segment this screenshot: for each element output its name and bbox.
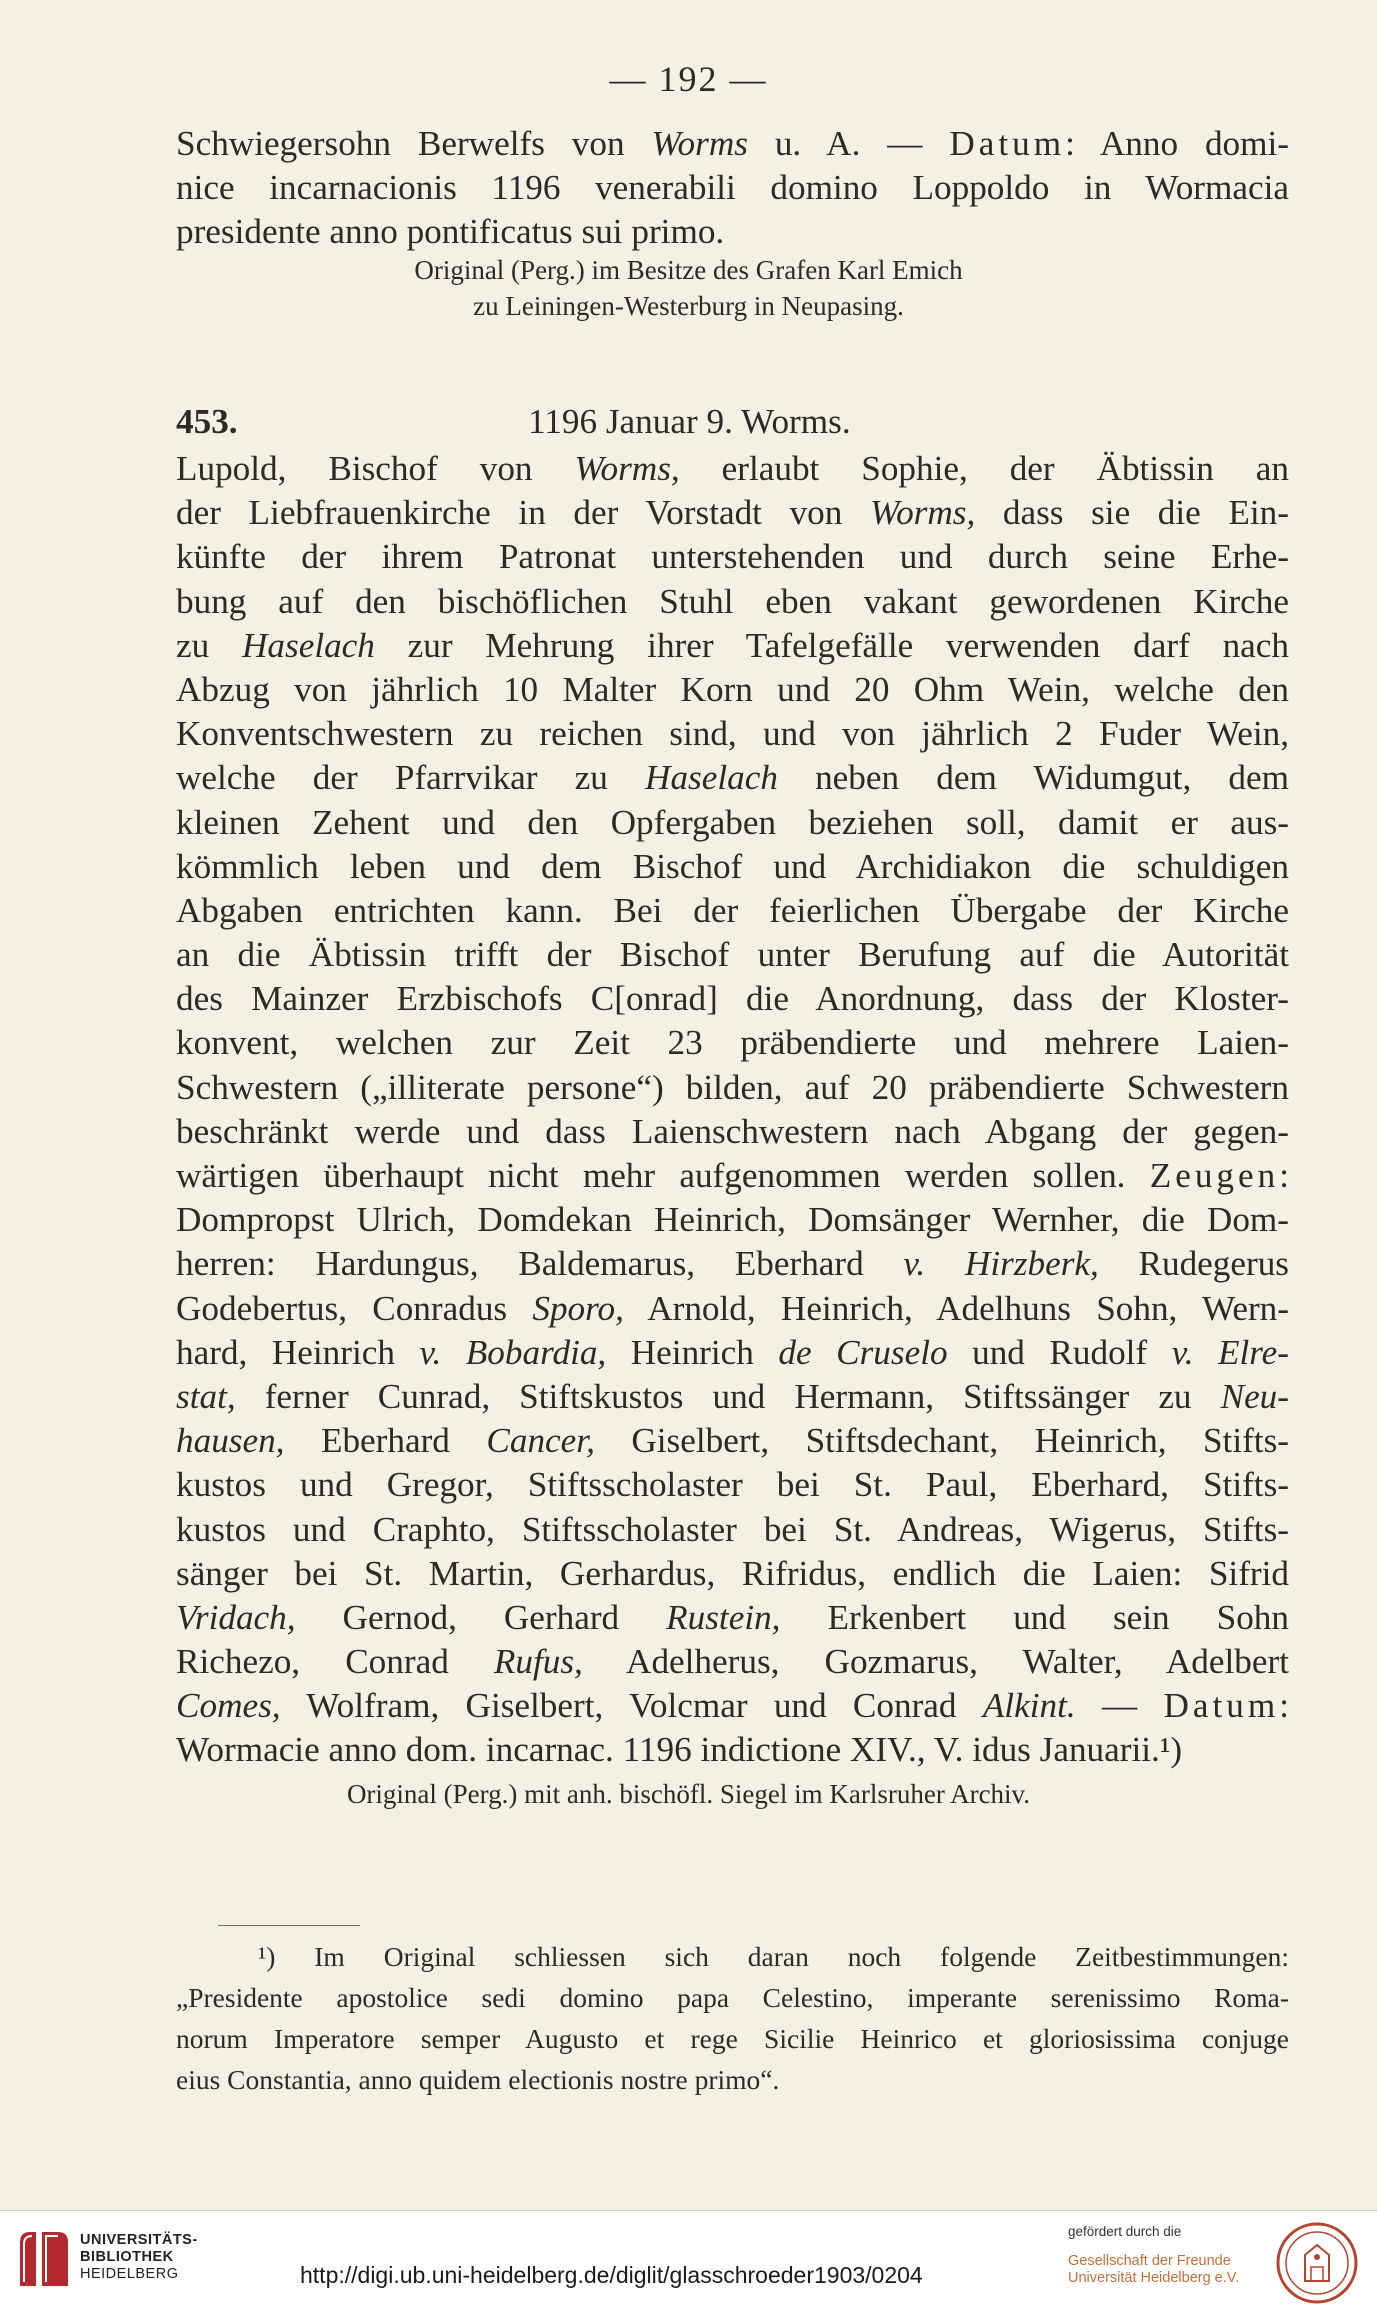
italic-place-name: v. Elre- <box>1171 1332 1290 1372</box>
text-run: welche der Pfarrvikar zu <box>176 758 646 798</box>
text-run: herren: Hardungus, Baldemarus, Eberhard <box>176 1244 904 1284</box>
text-run: kömmlich leben und dem Bischof und Archidiakon die schuldigen <box>176 846 1289 886</box>
text-run: neben dem Widumgut, dem <box>777 758 1289 798</box>
italic-place-name: Haselach <box>242 625 375 665</box>
text-run: Konventschwestern zu reichen sind, und von jährlich 2 Fuder Wein, <box>176 714 1289 754</box>
italic-place-name: Worms <box>651 124 748 163</box>
text-line <box>176 712 1289 756</box>
entry-number: 453. <box>176 402 238 441</box>
italic-place-name: Cancer, <box>486 1421 595 1461</box>
entry-body <box>176 447 1289 1773</box>
library-name-line: BIBLIOTHEK <box>80 2249 174 2265</box>
text-run: der Liebfrauenkirche in der Vorstadt von <box>176 493 870 533</box>
text-run: Godebertus, Conradus <box>176 1288 533 1328</box>
text-run: Rudegerus <box>1098 1244 1289 1284</box>
sponsor-org-line: Gesellschaft der Freunde <box>1068 2253 1231 2269</box>
footnote-line: norum Imperatore semper Augusto et rege Sicilie Heinrico et gloriosissima conjuge <box>176 2023 1289 2054</box>
text-run: erlaubt Sophie, der Äbtissin an <box>679 449 1289 488</box>
text-run: beschränkt werde und dass Laienschwestern nach Abgang der gegen- <box>176 1111 1289 1151</box>
text-run: nice incarnacionis 1196 venerabili domino Loppoldo in Wormacia <box>176 168 1289 208</box>
text-line <box>176 1242 1289 1286</box>
footer-bar <box>0 2210 1377 2310</box>
italic-place-name: stat, <box>176 1376 236 1416</box>
text-run: zur Mehrung ihrer Tafelgefälle verwenden darf nach <box>374 625 1289 665</box>
text-line <box>176 1640 1289 1684</box>
university-seal-icon <box>1270 2221 1365 2305</box>
text-line <box>176 166 1289 210</box>
text-run: kustos und Craphto, Stiftsscholaster bei St. Andreas, Wigerus, Stifts- <box>176 1509 1289 1549</box>
sponsor-caption: gefördert durch die <box>1068 2224 1182 2239</box>
text-run: u. A. — <box>747 124 950 163</box>
source-line: Original (Perg.) im Besitze des Grafen Karl Emich <box>414 255 963 285</box>
sponsor-block <box>1068 2224 1258 2287</box>
italic-place-name: Comes, <box>176 1686 281 1726</box>
text-run: : <box>1279 1156 1289 1195</box>
footnote-divider <box>218 1925 360 1926</box>
spaced-keyword: Datum <box>1163 1686 1280 1726</box>
text-line <box>176 580 1289 624</box>
text-run: Abgaben entrichten kann. Bei der feierlichen Übergabe der Kirche <box>176 890 1289 930</box>
footnote-line: „Presidente apostolice sedi domino papa Celestino, imperante serenissimo Roma- <box>176 1982 1289 2013</box>
entry-source-note: Original (Perg.) mit anh. bischöfl. Siegel im Karlsruher Archiv. <box>346 1779 1031 1809</box>
text-line <box>176 801 1289 845</box>
text-line <box>176 1021 1289 1065</box>
text-line <box>176 1154 1289 1198</box>
library-name <box>80 2232 198 2283</box>
entry-heading <box>176 402 1289 448</box>
text-line <box>176 624 1289 668</box>
text-line <box>176 1463 1289 1507</box>
footnote-line: ¹) Im Original schliessen sich daran noch folgende Zeitbestimmungen: <box>258 1941 1289 1972</box>
sponsor-org-line: Universität Heidelberg e.V. <box>1068 2270 1240 2286</box>
italic-place-name: de Cruselo <box>778 1332 948 1372</box>
footnote <box>176 1936 1289 2100</box>
italic-place-name: hausen, <box>176 1421 285 1461</box>
italic-place-name: Alkint. <box>982 1686 1076 1726</box>
text-run: kustos und Gregor, Stiftsscholaster bei St. Paul, Eberhard, Stifts- <box>176 1465 1289 1505</box>
text-line <box>176 1066 1289 1110</box>
italic-place-name: Sporo, <box>532 1288 624 1328</box>
text-line <box>176 1110 1289 1154</box>
italic-place-name: Worms, <box>574 449 680 488</box>
text-run: des Mainzer Erzbischofs C[onrad] die Anordnung, dass der Kloster- <box>176 979 1289 1019</box>
footnote-line: eius Constantia, anno quidem electionis nostre primo“. <box>176 2064 780 2095</box>
text-run: und Rudolf <box>947 1332 1172 1372</box>
text-line <box>176 447 1289 491</box>
text-run: kleinen Zehent und den Opfergaben beziehen soll, damit er aus- <box>176 802 1289 842</box>
italic-place-name: Neu- <box>1220 1376 1289 1416</box>
text-run: Abzug von jährlich 10 Malter Korn und 20 Ohm Wein, welche den <box>176 669 1289 709</box>
text-run: konvent, welchen zur Zeit 23 präbendierte und mehrere Laien- <box>176 1023 1289 1063</box>
text-run: ferner Cunrad, Stiftskustos und Hermann, Stiftssänger zu <box>235 1376 1221 1416</box>
text-run: Adelherus, Gozmarus, Walter, Adelbert <box>582 1642 1290 1682</box>
text-line <box>176 1728 1289 1772</box>
text-run: Erkenbert und sein Sohn <box>780 1597 1289 1637</box>
text-line <box>176 1419 1289 1463</box>
text-line <box>176 210 1289 254</box>
text-run: Wormacie anno dom. incarnac. 1196 indictione XIV., V. idus Januarii.¹) <box>176 1730 1183 1770</box>
library-name-line: UNIVERSITÄTS- <box>80 2232 198 2248</box>
text-run: bung auf den bischöflichen Stuhl eben vakant gewordenen Kirche <box>176 581 1289 621</box>
text-line <box>176 491 1289 535</box>
spaced-keyword: Datum <box>949 124 1066 163</box>
text-run: Giselbert, Stiftsdechant, Heinrich, Stifts- <box>594 1421 1289 1461</box>
text-line <box>176 1596 1289 1640</box>
text-line <box>176 535 1289 579</box>
text-run: sänger bei St. Martin, Gerhardus, Rifridus, endlich die Laien: Sifrid <box>176 1553 1289 1593</box>
text-run: — <box>1075 1686 1164 1726</box>
permalink[interactable]: http://digi.ub.uni-heidelberg.de/diglit/glasschroeder1903/0204 <box>300 2262 923 2288</box>
text-line <box>176 122 1289 166</box>
library-logo-icon <box>14 2228 72 2290</box>
text-run: Lupold, Bischof von <box>176 449 575 488</box>
text-run: künfte der ihrem Patronat unterstehenden und durch seine Erhe- <box>176 537 1289 577</box>
text-line <box>176 1684 1289 1728</box>
text-run: Richezo, Conrad <box>176 1642 494 1682</box>
text-line <box>176 1198 1289 1242</box>
italic-place-name: Vridach, <box>176 1597 296 1637</box>
intro-paragraph <box>176 122 1289 255</box>
text-run: Dompropst Ulrich, Domdekan Heinrich, Domsänger Wernher, die Dom- <box>176 1200 1289 1240</box>
entry-date-place: 1196 Januar 9. Worms. <box>528 402 851 441</box>
text-run: : Anno domi- <box>1065 124 1289 163</box>
library-name-line: HEIDELBERG <box>80 2266 179 2282</box>
text-line <box>176 933 1289 977</box>
text-run: Heinrich <box>606 1332 779 1372</box>
text-run: hard, Heinrich <box>176 1332 420 1372</box>
page-number: — 192 — <box>609 59 768 99</box>
text-line <box>176 756 1289 800</box>
text-line <box>176 889 1289 933</box>
italic-place-name: v. Hirzberk, <box>903 1244 1099 1284</box>
spaced-keyword: Zeugen <box>1149 1156 1280 1195</box>
source-line: zu Leiningen-Westerburg in Neupasing. <box>473 291 904 321</box>
italic-place-name: v. Bobardia, <box>419 1332 607 1372</box>
text-line <box>176 1287 1289 1331</box>
text-line <box>176 845 1289 889</box>
text-run: wärtigen überhaupt nicht mehr aufgenommen werden sollen. <box>176 1156 1150 1195</box>
text-line <box>176 668 1289 712</box>
italic-place-name: Haselach <box>645 758 778 798</box>
text-run: : <box>1279 1686 1289 1726</box>
text-run: Schwestern („illiterate persone“) bilden, auf 20 präbendierte Schwestern <box>176 1067 1289 1107</box>
text-run: zu <box>176 625 242 665</box>
text-run: Wolfram, Giselbert, Volcmar und Conrad <box>280 1686 983 1726</box>
text-run: Schwiegersohn Berwelfs von <box>176 124 652 163</box>
italic-place-name: Worms, <box>869 493 976 533</box>
intro-source-note <box>0 252 1377 324</box>
text-line <box>176 1552 1289 1596</box>
italic-place-name: Rufus, <box>493 1642 583 1682</box>
italic-place-name: Rustein, <box>666 1597 781 1637</box>
text-line <box>176 1375 1289 1419</box>
text-run: presidente anno pontificatus sui primo. <box>176 212 725 252</box>
text-line <box>176 977 1289 1021</box>
text-line <box>176 1331 1289 1375</box>
text-run: dass sie die Ein- <box>975 493 1289 533</box>
text-run: an die Äbtissin trifft der Bischof unter Berufung auf die Autorität <box>176 935 1289 975</box>
text-run: Arnold, Heinrich, Adelhuns Sohn, Wern- <box>623 1288 1289 1328</box>
text-run: Gernod, Gerhard <box>295 1597 667 1637</box>
text-line <box>176 1508 1289 1552</box>
text-run: Eberhard <box>284 1421 487 1461</box>
